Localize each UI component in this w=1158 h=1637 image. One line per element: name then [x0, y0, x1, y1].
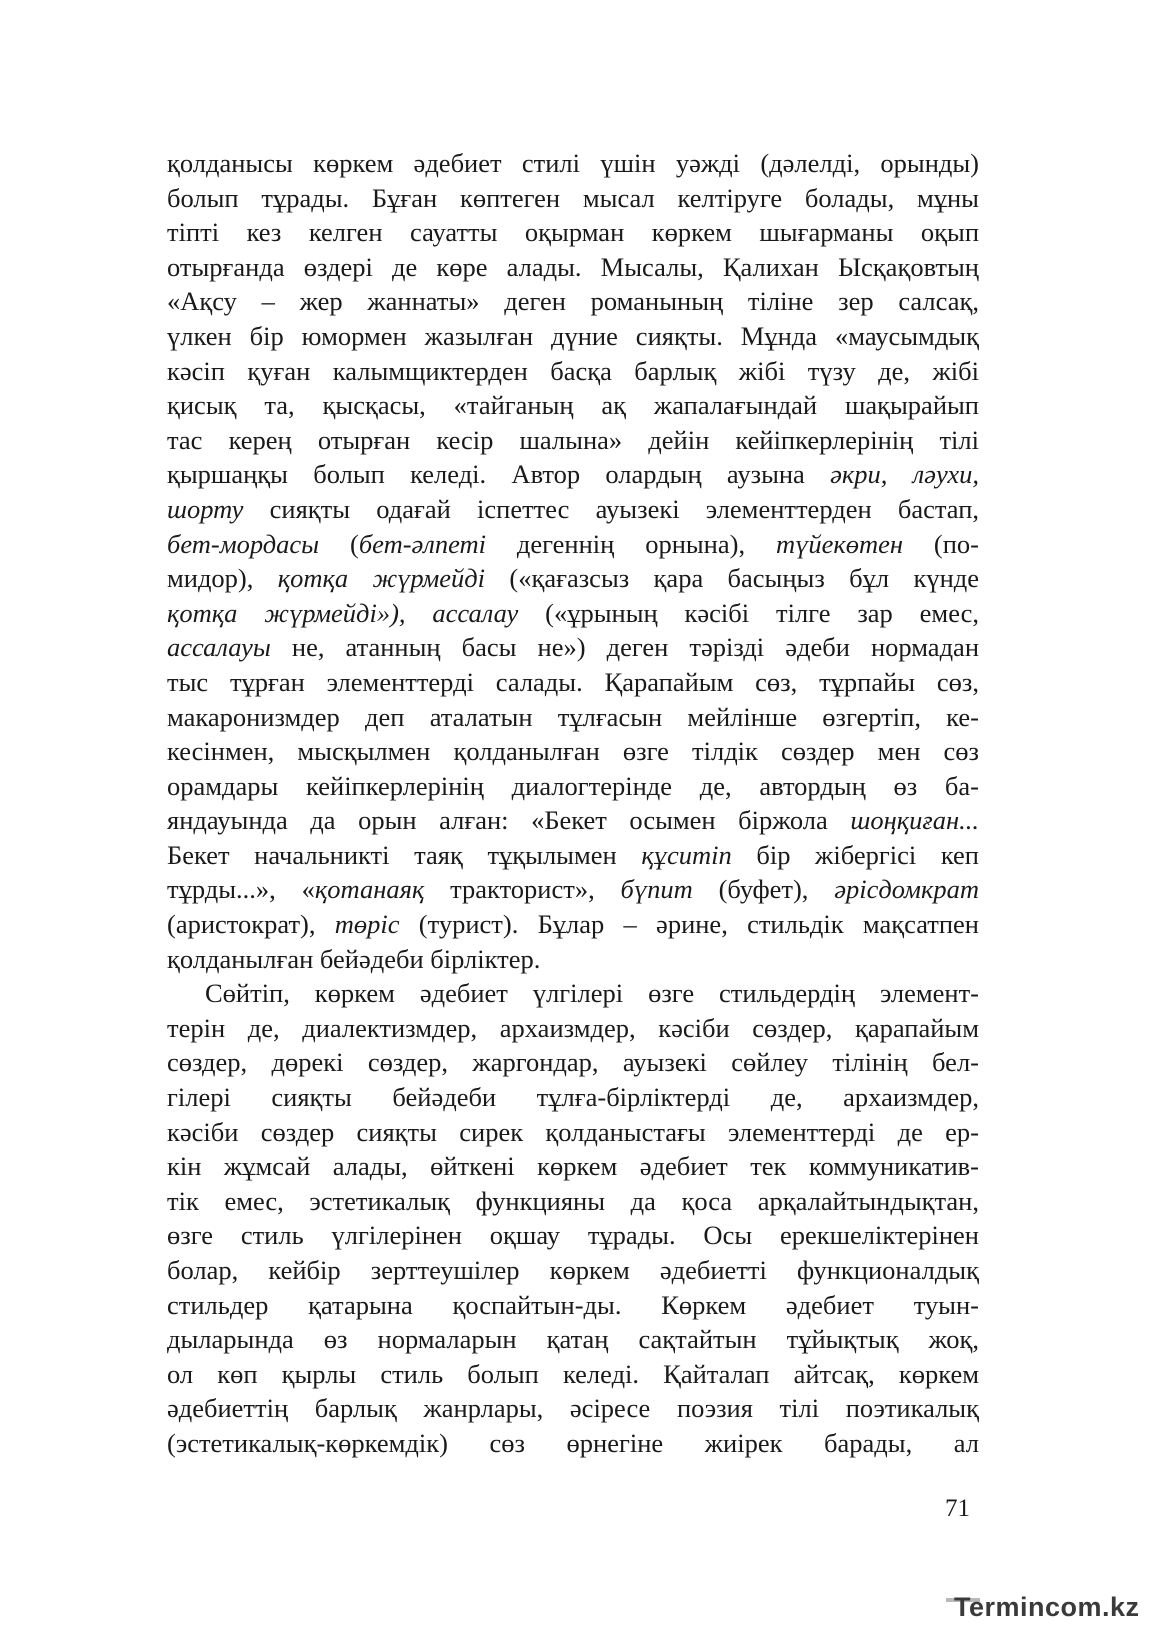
text-segment: («қағазсыз қара басыңыз бұл күнде [485, 563, 979, 594]
text-line [167, 1184, 979, 1219]
text-line [167, 769, 979, 804]
text-segment: яндауында да орын алған: «Бекет осымен біржола [167, 805, 851, 836]
italic-term: шоңқиған... [850, 805, 979, 836]
text-segment: тік емес, эстетикалық функцияны да қоса арқалайтындықтан, [167, 1185, 979, 1216]
text-line [167, 872, 979, 907]
text-segment: тыс тұрған элементтерді салады. Қарапайым сөз, тұрпайы сөз, [167, 666, 979, 697]
text-segment: өзге стиль үлгілерінен оқшау тұрады. Осы ерекшеліктерінен [167, 1220, 979, 1251]
text-segment: болар, кейбір зерттеушілер көркем әдебиетті функционалдық [167, 1255, 979, 1285]
text-segment: бір жібергісі кеп [731, 839, 979, 870]
italic-term: бет-әлпеті [358, 528, 487, 559]
text-line [167, 354, 979, 389]
text-line [167, 700, 979, 735]
italic-term: қотанаяқ [314, 874, 425, 905]
text-segment: сияқты одағай іспеттес ауызекі элементтерден бастап, [243, 493, 979, 524]
text-segment: Сөйтіп, көркем әдебиет үлгілері өзге стильдердің элемент- [205, 978, 979, 1009]
text-segment: (по- [903, 528, 979, 559]
text-line [167, 492, 979, 527]
text-line [167, 665, 979, 700]
italic-term: бет-мордасы [167, 528, 320, 559]
text-line [167, 423, 979, 458]
text-line [167, 250, 979, 285]
page-number: 71 [945, 1495, 970, 1522]
text-line [167, 1253, 979, 1288]
text-line [167, 838, 979, 873]
text-line [167, 457, 979, 492]
text-line [167, 976, 979, 1011]
italic-term: құситіп [641, 839, 732, 870]
text-segment: отырғанда өздері де көре алады. Мысалы, Қалихан Ысқақовтың [167, 251, 979, 282]
text-line [167, 1357, 979, 1392]
text-line [167, 146, 979, 181]
italic-term: шорту [167, 493, 244, 524]
text-line [167, 215, 979, 250]
text-segment: кәсіби сөздер сияқты сирек қолданыстағы элементтерді де ер- [167, 1116, 979, 1147]
text-line [167, 1115, 979, 1150]
text-segment: не, атанның басы не») деген тәрізді әдеби нормадан [270, 632, 979, 663]
text-segment: тіпті кез келген сауатты оқырман көркем шығарманы оқып [167, 217, 979, 248]
text-segment: кесінмен, мысқылмен қолданылған өзге тілдік сөздер мен сөз [167, 736, 979, 767]
text-segment: (буфет), [692, 874, 835, 905]
text-line [167, 942, 979, 977]
text-line [167, 388, 979, 423]
text-segment: қолданысы көркем әдебиет стилі үшін уәжді (дәлелді, орынды) [167, 148, 979, 178]
text-segment: кін жұмсай алады, өйткені көркем әдебиет тек коммуникатив- [167, 1151, 979, 1182]
text-line [167, 1218, 979, 1253]
text-segment: болып тұрады. Бұған көптеген мысал келтіруге болады, мұны [167, 182, 979, 213]
paragraph [167, 146, 979, 976]
text-line [167, 319, 979, 354]
text-line [167, 907, 979, 942]
italic-term: қотқа жүрмейді [277, 563, 486, 594]
text-segment: қыршаңқы болып келеді. Автор олардың аузына [167, 459, 831, 490]
text-line [167, 527, 979, 562]
text-segment: гілері сияқты бейәдеби тұлға-бірліктерді де, архаизмдер, [167, 1082, 979, 1113]
text-segment: сөздер, дөрекі сөздер, жаргондар, ауызекі сөйлеу тілінің бел- [167, 1047, 979, 1078]
text-line [167, 181, 979, 216]
text-line [167, 1080, 979, 1115]
italic-term: төріс [334, 909, 400, 940]
page-body-text [167, 146, 979, 1461]
text-segment: ( [319, 528, 359, 559]
text-line [167, 1288, 979, 1323]
italic-term: түйекөтен [775, 528, 904, 559]
paragraph [167, 976, 979, 1460]
text-segment: үлкен бір юмормен жазылған дүние сияқты. Мұнда «маусымдық [167, 320, 979, 351]
text-line [167, 1149, 979, 1184]
text-segment: (аристократ), [167, 909, 335, 940]
text-segment: дыларында өз нормаларын қатаң сақтайтын тұйықтық жоқ, [167, 1324, 979, 1355]
text-segment: орамдары кейіпкерлерінің диалогтерінде де, автордың өз ба- [167, 770, 979, 801]
italic-term: қотқа жүрмейді»), ассалау [167, 597, 519, 628]
text-line [167, 803, 979, 838]
site-watermark-logo [946, 1588, 1146, 1632]
text-line [167, 1045, 979, 1080]
text-segment: тракторист», [424, 874, 621, 905]
text-segment: тұрды...», « [167, 874, 315, 905]
text-segment: мидор), [167, 563, 278, 594]
text-line [167, 734, 979, 769]
text-line [167, 561, 979, 596]
text-segment: қолданылған бейәдеби бірліктер. [167, 943, 541, 974]
text-line [167, 1011, 979, 1046]
text-line [167, 1391, 979, 1426]
text-segment: (турист). Бұлар – әрине, стильдік мақсатпен [399, 909, 979, 940]
text-line [167, 630, 979, 665]
text-segment: кәсіп қуған калымщиктерден басқа барлық жібі түзу де, жібі [167, 355, 979, 386]
text-line [167, 596, 979, 631]
text-segment: «Ақсу – жер жаннаты» деген романының тіліне зер салсақ, [167, 286, 979, 317]
text-segment: ол көп қырлы стиль болып келеді. Қайталап айтсақ, көркем [167, 1358, 979, 1389]
italic-term: әкри, ләухи, [830, 459, 979, 490]
text-line [167, 1322, 979, 1357]
text-line [167, 284, 979, 319]
text-line [167, 1426, 979, 1461]
italic-term: бүпит [620, 874, 693, 905]
text-segment: стильдер қатарына қоспайтын-ды. Көркем әдебиет туын- [167, 1289, 979, 1320]
text-segment: тас керең отырған кесір шалына» дейін кейіпкерлерінің тілі [167, 424, 979, 455]
italic-term: ассалауы [167, 632, 271, 663]
text-segment: қисық та, қысқасы, «тайганың ақ жапалағындай шақырайып [167, 390, 979, 421]
text-segment: («ұрының кәсібі тілге зар емес, [518, 597, 979, 628]
text-segment: Бекет начальникті таяқ тұқылымен [167, 839, 642, 870]
text-segment: терін де, диалектизмдер, архаизмдер, кәсіби сөздер, қарапайым [167, 1012, 979, 1043]
text-segment: (эстетикалық-көркемдік) сөз өрнегіне жиірек барады, ал [167, 1427, 979, 1458]
watermark-text: Termincom.kz [954, 1592, 1140, 1622]
text-segment: әдебиеттің барлық жанрлары, әсіресе поэзия тілі поэтикалық [167, 1393, 979, 1424]
italic-term: әрісдомкрат [834, 874, 979, 905]
text-segment: макаронизмдер деп аталатын тұлғасын мейлінше өзгертіп, ке- [167, 701, 979, 732]
text-segment: дегеннің орнына), [486, 528, 776, 559]
